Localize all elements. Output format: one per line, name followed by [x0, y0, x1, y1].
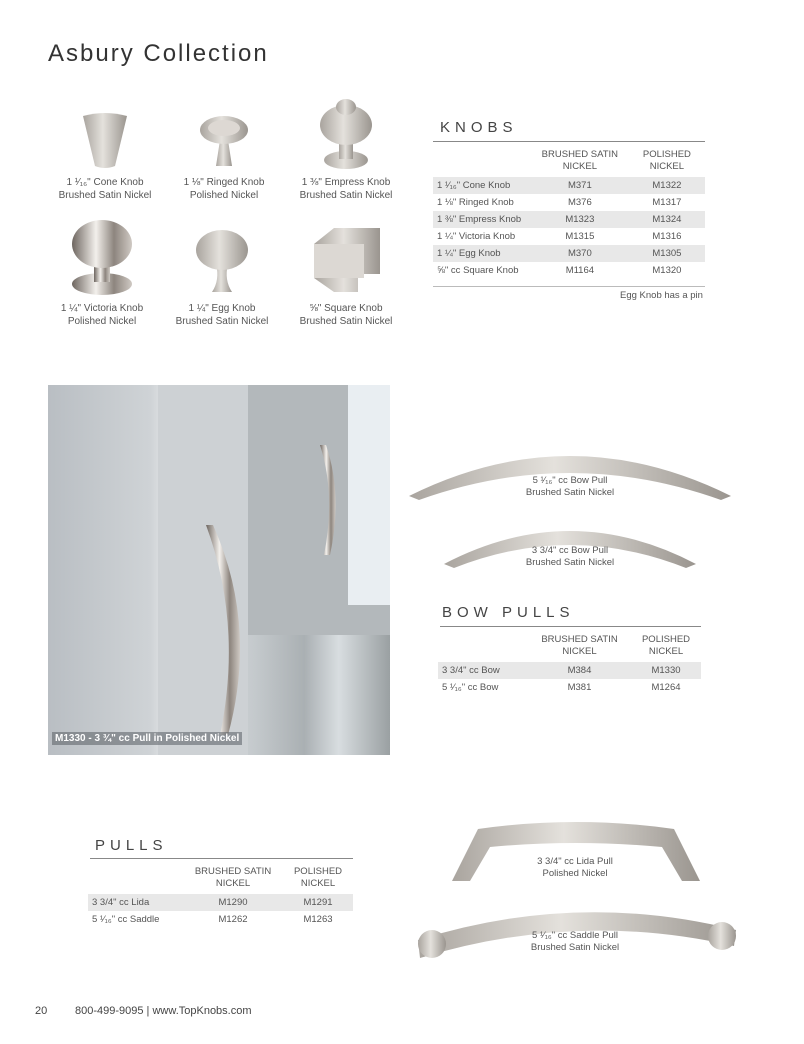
- product-finish: Polished Nickel: [542, 868, 608, 879]
- column-header: BRUSHED SATIN NICKEL: [541, 149, 619, 172]
- product-empress-knob: [286, 95, 406, 202]
- product-finish: Brushed Satin Nickel: [299, 190, 393, 201]
- cell: 1 ¼" Egg Knob: [433, 245, 531, 262]
- bow-pulls-section-title: BOW PULLS: [442, 604, 575, 621]
- cone-knob-image: [75, 110, 135, 170]
- pulls-section-title: PULLS: [95, 837, 168, 854]
- product-egg-knob: [162, 228, 282, 328]
- bow-pulls-table: [438, 630, 701, 696]
- cell: M1263: [303, 914, 333, 925]
- cell: ⅝" cc Square Knob: [437, 265, 519, 276]
- product-square-knob: [286, 226, 406, 328]
- table-row: [433, 194, 705, 211]
- square-knob-image: [306, 226, 386, 296]
- column-header: POLISHED NICKEL: [641, 634, 691, 657]
- lida-pull-caption: [495, 856, 655, 880]
- victoria-knob-image: [67, 218, 137, 296]
- table-row: [433, 177, 705, 194]
- cell: M1305: [629, 245, 705, 262]
- product-cone-knob: [45, 110, 165, 202]
- bow-pull-5in-caption: [490, 475, 650, 499]
- product-finish: Polished Nickel: [67, 316, 137, 327]
- cell: 1 ⅛" Ringed Knob: [437, 197, 514, 208]
- cell: 1 ¼" Victoria Knob: [437, 231, 516, 242]
- column-header: POLISHED NICKEL: [642, 149, 691, 172]
- saddle-pull-caption: [495, 930, 655, 954]
- cell: M1290: [183, 894, 283, 911]
- table-row: [88, 894, 353, 911]
- cell: M1262: [218, 914, 248, 925]
- product-ringed-knob: [164, 110, 284, 202]
- cell: M1323: [531, 211, 629, 228]
- cell: M1330: [631, 662, 701, 679]
- table-row: [433, 228, 705, 245]
- cell: M1324: [629, 211, 705, 228]
- divider: [90, 858, 353, 859]
- pulls-table: [88, 862, 353, 928]
- cell: 1 ¹⁄₁₆" Cone Knob: [433, 177, 531, 194]
- product-finish: Brushed Satin Nickel: [525, 557, 615, 568]
- cell: M1315: [565, 231, 595, 242]
- cell: M384: [528, 662, 631, 679]
- cell: 3 3/4" cc Lida: [88, 894, 183, 911]
- column-header: BRUSHED SATIN NICKEL: [541, 634, 618, 657]
- cell: M371: [531, 177, 629, 194]
- divider: [440, 626, 701, 627]
- cell: M376: [567, 197, 592, 208]
- product-name: ⅝" Square Knob: [309, 303, 383, 314]
- photo-caption: M1330 - 3 ¾" cc Pull in Polished Nickel: [52, 732, 242, 745]
- bow-pull-3in-caption: [490, 545, 650, 569]
- empress-knob-image: [311, 95, 381, 170]
- product-name: 1 ⅜" Empress Knob: [301, 177, 391, 188]
- page-title: Asbury Collection: [48, 40, 269, 67]
- product-name: 1 ⅛" Ringed Knob: [183, 177, 265, 188]
- cell: 1 ⅜" Empress Knob: [433, 211, 531, 228]
- table-row: [433, 211, 705, 228]
- product-name: 1 ¼" Egg Knob: [188, 303, 256, 314]
- knobs-note: Egg Knob has a pin: [620, 290, 703, 301]
- product-name: 5 ¹⁄₁₆" cc Bow Pull: [532, 475, 608, 486]
- divider: [433, 286, 705, 287]
- ringed-knob-image: [194, 110, 254, 170]
- column-header: BRUSHED SATIN NICKEL: [194, 866, 272, 889]
- product-victoria-knob: [42, 218, 162, 328]
- cabinet-photo: [48, 385, 390, 755]
- knobs-table: [433, 145, 705, 279]
- product-name: 3 3/4" cc Lida Pull: [537, 856, 613, 867]
- product-finish: Brushed Satin Nickel: [175, 316, 269, 327]
- cell: 5 ¹⁄₁₆" cc Saddle: [92, 914, 160, 925]
- cell: M1316: [652, 231, 682, 242]
- cell: 5 ¹⁄₁₆" cc Bow: [442, 682, 499, 693]
- product-name: 1 ¹⁄₁₆" Cone Knob: [66, 177, 144, 188]
- cell: M1264: [651, 682, 681, 693]
- egg-knob-image: [192, 228, 252, 296]
- product-finish: Polished Nickel: [189, 190, 259, 201]
- cell: M381: [567, 682, 592, 693]
- footer-contact: 800-499-9095 | www.TopKnobs.com: [75, 1005, 252, 1017]
- cell: M370: [531, 245, 629, 262]
- column-header: POLISHED NICKEL: [293, 866, 343, 889]
- product-finish: Brushed Satin Nickel: [530, 942, 620, 953]
- table-row: [433, 245, 705, 262]
- table-row: [438, 679, 701, 696]
- product-finish: Brushed Satin Nickel: [299, 316, 393, 327]
- divider: [433, 141, 705, 142]
- table-row: [88, 911, 353, 928]
- knobs-section-title: KNOBS: [440, 119, 518, 136]
- cell: M1291: [283, 894, 353, 911]
- cell: M1322: [629, 177, 705, 194]
- table-row: [438, 662, 701, 679]
- pull-in-photo: [48, 385, 390, 755]
- product-finish: Brushed Satin Nickel: [525, 487, 615, 498]
- cell: M1320: [652, 265, 682, 276]
- product-name: 1 ¼" Victoria Knob: [60, 303, 144, 314]
- cell: M1317: [652, 197, 682, 208]
- page-number: 20: [35, 1005, 48, 1017]
- product-name: 3 3/4" cc Bow Pull: [531, 545, 609, 556]
- table-row: [433, 262, 705, 279]
- product-name: 5 ¹⁄₁₆" cc Saddle Pull: [532, 930, 618, 941]
- cell: M1164: [565, 265, 595, 276]
- product-finish: Brushed Satin Nickel: [58, 190, 152, 201]
- cell: 3 3/4" cc Bow: [438, 662, 528, 679]
